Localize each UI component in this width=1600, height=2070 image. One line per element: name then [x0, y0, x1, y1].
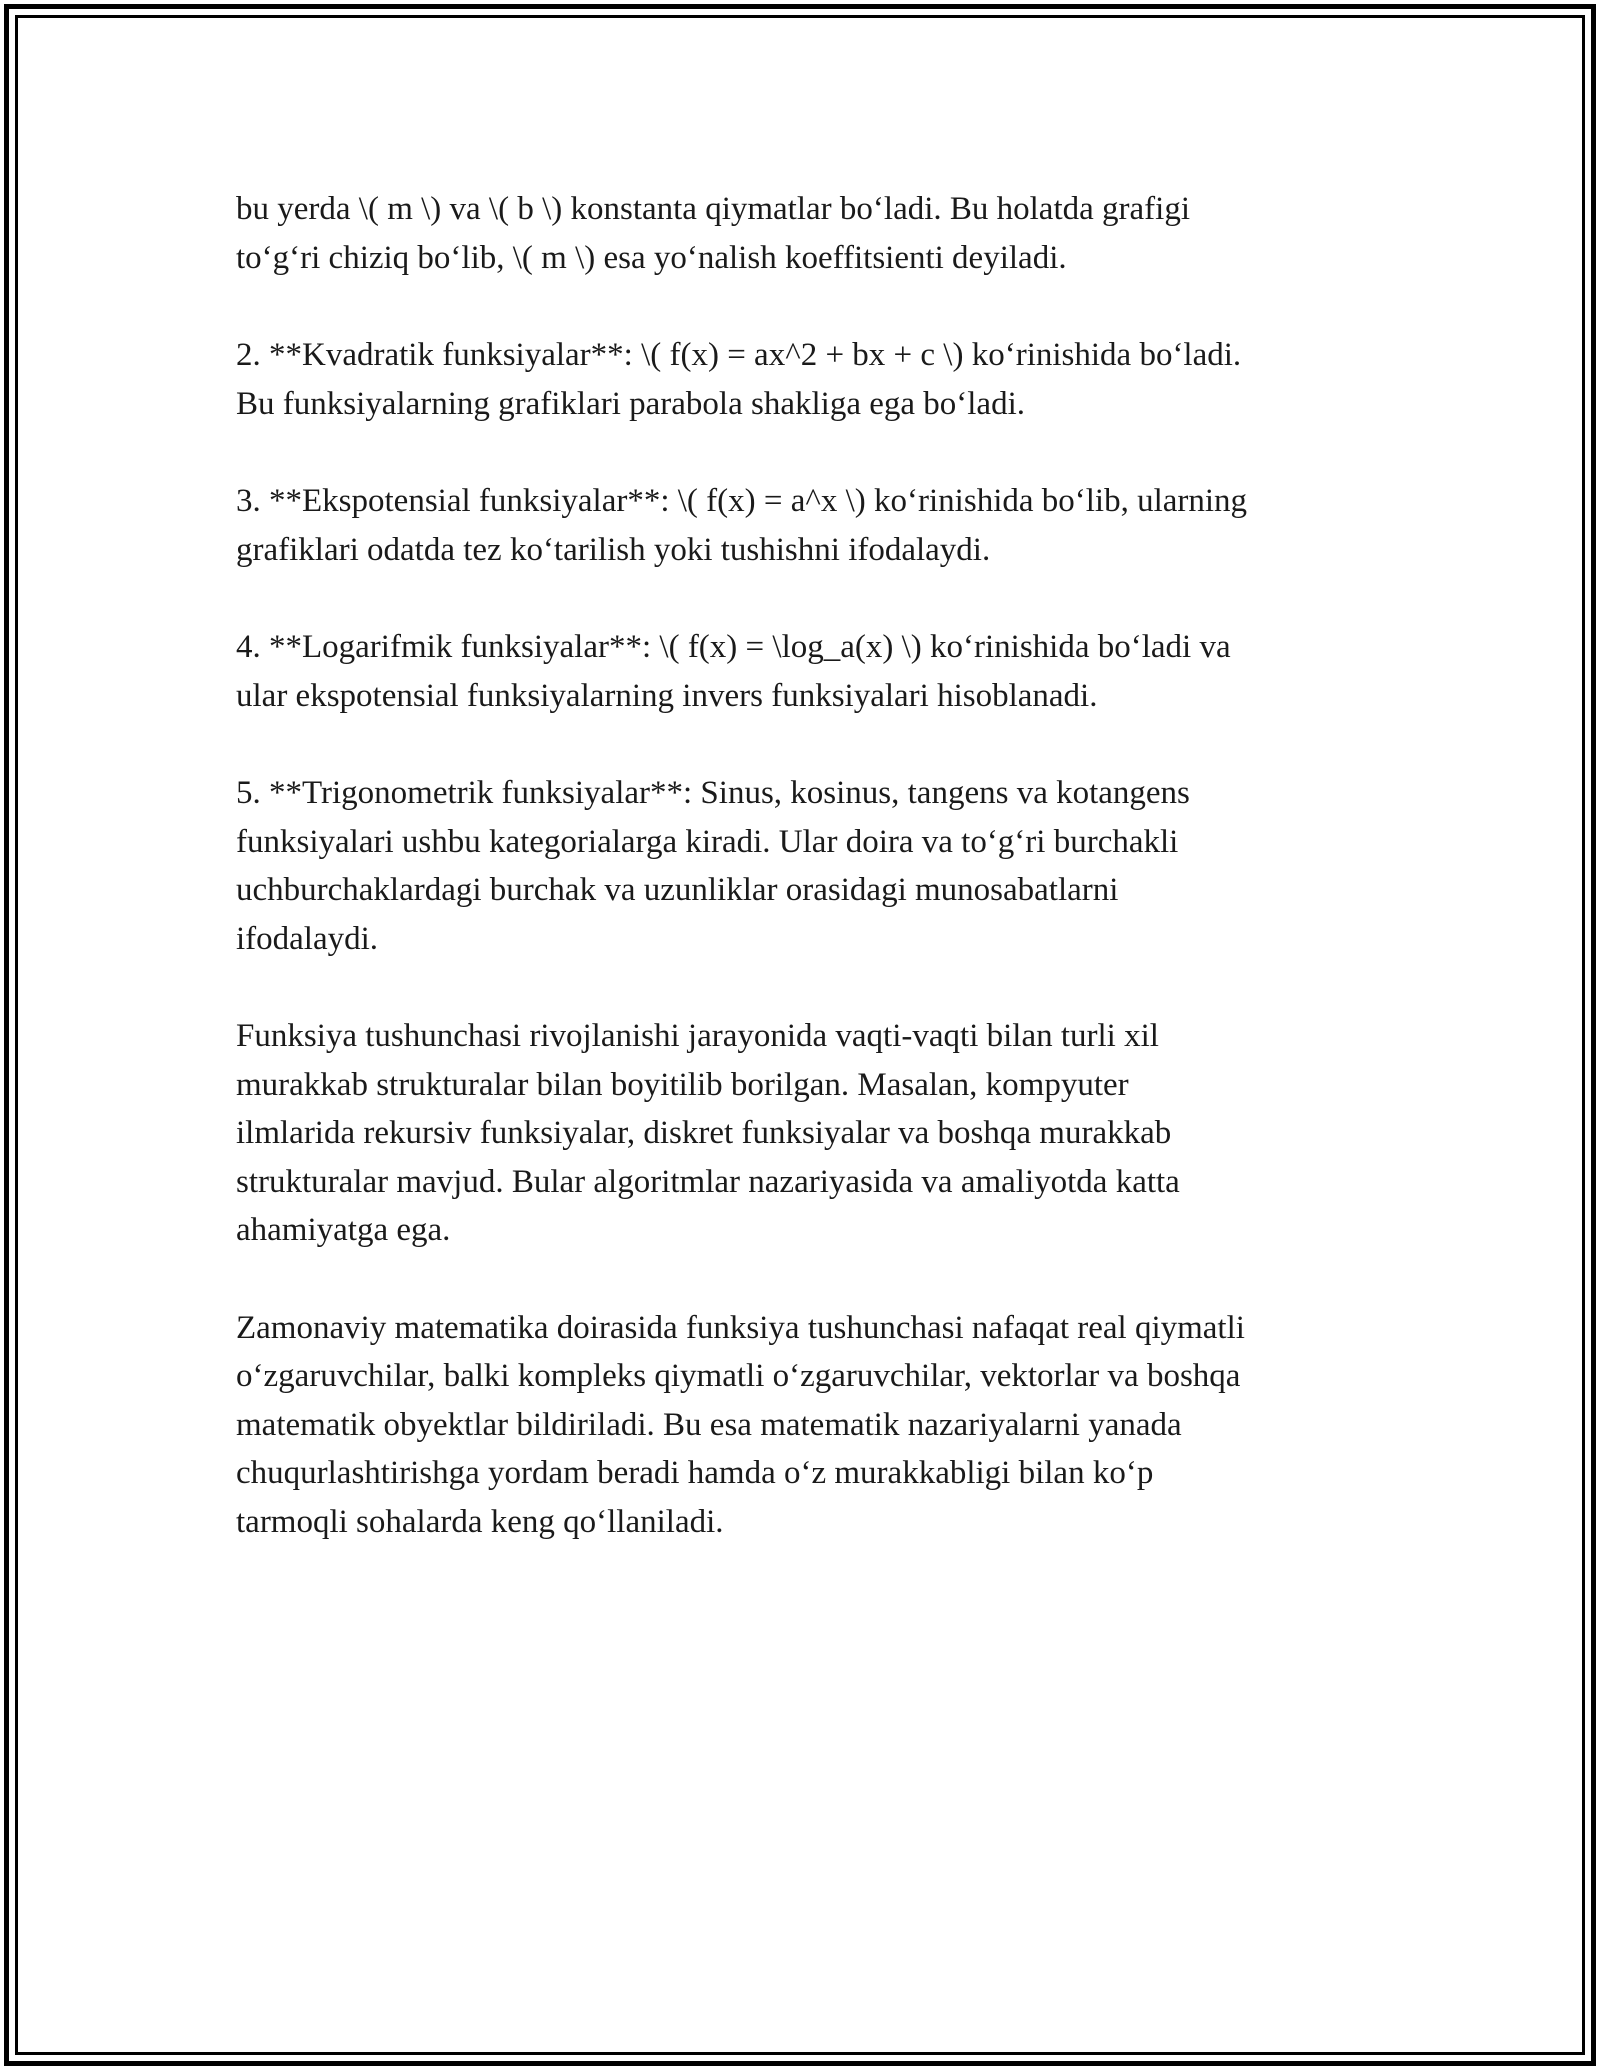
paragraph-quadratic-functions: 2. **Kvadratik funksiyalar**: \( f(x) = ax^2 + bx + c \) ko‘rinishida bo‘ladi. Bu funksiyalarning grafiklari parabola shakliga ega bo‘ladi. — [236, 337, 1242, 422]
paragraph-exponential-functions: 3. **Ekspotensial funksiyalar**: \( f(x) = a^x \) ko‘rinishida bo‘lib, ularning grafiklari odatda tez ko‘tarilish yoki tushishni ifodalaydi. — [236, 483, 1248, 568]
paragraph-function-evolution: Funksiya tushunchasi rivojlanishi jarayonida vaqti-vaqti bilan turli xil murakkab strukturalar bilan boyitilib borilgan. Masalan, kompyuter ilmlarida rekursiv funksiyalar, diskret funksiyalar va boshqa murakkab strukturalar mavjud. Bular algoritmlar nazariyasida va amaliyotda katta ahamiyatga ega. — [236, 1018, 1180, 1248]
paragraph-trigonometric-functions: 5. **Trigonometrik funksiyalar**: Sinus, kosinus, tangens va kotangens funksiyalari ushbu kategorialarga kiradi. Ular doira va to‘g‘ri burchakli uchburchaklardagi burchak va uzunliklar orasidagi munosabatlarni ifodalaydi. — [236, 775, 1190, 957]
paragraph-modern-mathematics: Zamonaviy matematika doirasida funksiya tushunchasi nafaqat real qiymatli o‘zgaruvchilar, balki kompleks qiymatli o‘zgaruvchilar, vektorlar va boshqa matematik obyektlar bildiriladi. Bu esa matematik nazariyalarni yanada chuqurlashtirishga yordam beradi hamda o‘z murakkabligi bilan ko‘p tarmoqli sohalarda keng qo‘llaniladi. — [236, 1309, 1245, 1540]
paragraph-logarithmic-functions: 4. **Logarifmik funksiyalar**: \( f(x) = \log_a(x) \) ko‘rinishida bo‘ladi va ular ekspotensial funksiyalarning invers funksiyalari hisoblanadi. — [236, 629, 1231, 714]
paragraph-linear-continuation: bu yerda \( m \) va \( b \) konstanta qiymatlar bo‘ladi. Bu holatda grafigi to‘g‘ri chiziq bo‘lib, \( m \) esa yo‘nalish koeffitsienti deyiladi. — [236, 191, 1190, 276]
document-body — [236, 185, 1386, 1595]
